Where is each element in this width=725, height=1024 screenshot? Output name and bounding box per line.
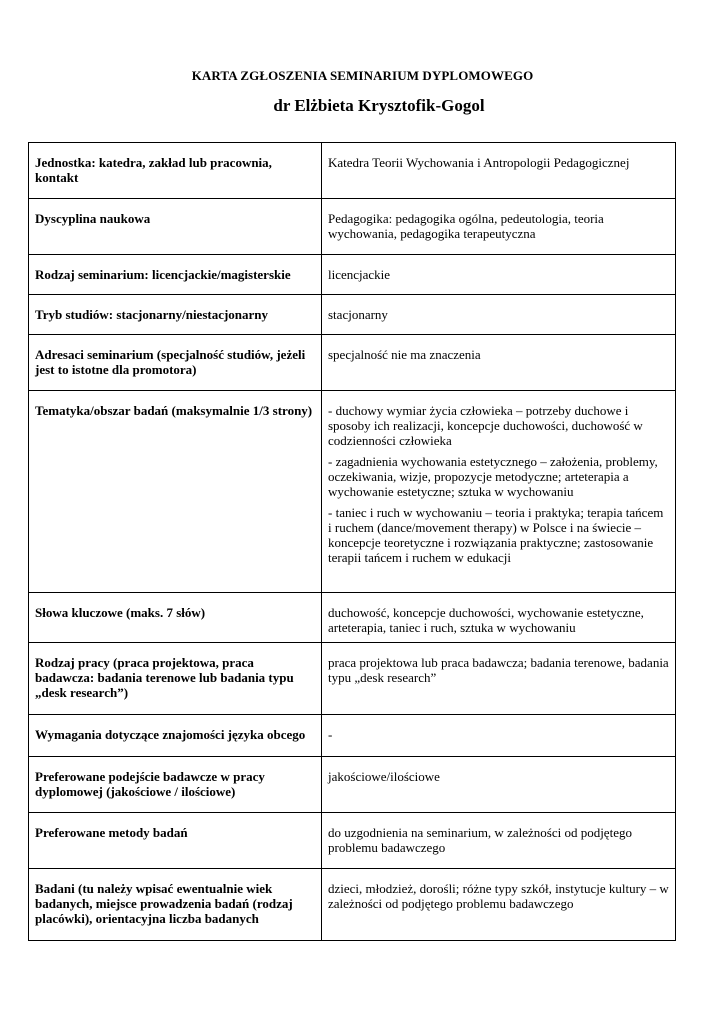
row-value (322, 295, 676, 335)
value-text: - zagadnienia wychowania estetycznego – założenia, problemy, oczekiwania, wizje, propozycje metodyczne; arteterapia a wychowanie estetyczne; sztuka w wychowaniu (328, 454, 658, 499)
row-value (322, 391, 676, 593)
value-text: Katedra Teorii Wychowania i Antropologii Pedagogicznej (328, 155, 630, 170)
seminar-card-table (28, 142, 676, 941)
row-value (322, 593, 676, 643)
row-label: Badani (tu należy wpisać ewentualnie wiek badanych, miejsce prowadzenia badań (rodzaj placówki), orientacyjna liczba badanych (29, 869, 322, 941)
document-title: KARTA ZGŁOSZENIA SEMINARIUM DYPLOMOWEGO (191, 68, 534, 83)
table-row (29, 813, 676, 869)
value-text: praca projektowa lub praca badawcza; badania terenowe, badania typu „desk research” (328, 655, 669, 685)
row-label: Dyscyplina naukowa (29, 199, 322, 255)
row-label: Słowa kluczowe (maks. 7 słów) (29, 593, 322, 643)
row-value (322, 869, 676, 941)
row-value (322, 757, 676, 813)
value-text: jakościowe/ilościowe (328, 769, 440, 784)
row-value (322, 813, 676, 869)
table-row (29, 295, 676, 335)
value-text: Pedagogika: pedagogika ogólna, pedeutologia, teoria wychowania, pedagogika terapeutyczna (328, 211, 604, 241)
value-text: specjalność nie ma znaczenia (328, 347, 481, 362)
table-row (29, 391, 676, 593)
row-label: Jednostka: katedra, zakład lub pracownia, kontakt (29, 143, 322, 199)
supervisor-name: dr Elżbieta Krysztofik-Gogol (273, 96, 485, 115)
row-value (322, 255, 676, 295)
row-value (322, 143, 676, 199)
table-row (29, 199, 676, 255)
row-label: Wymagania dotyczące znajomości języka obcego (29, 715, 322, 757)
row-label: Tematyka/obszar badań (maksymalnie 1/3 strony) (29, 391, 322, 593)
row-value (322, 335, 676, 391)
table-row (29, 643, 676, 715)
row-label: Rodzaj pracy (praca projektowa, praca badawcza: badania terenowe lub badania typu „desk research”) (29, 643, 322, 715)
table-row (29, 335, 676, 391)
table-row (29, 255, 676, 295)
value-text: - duchowy wymiar życia człowieka – potrzeby duchowe i sposoby ich realizacji, koncepcje duchowości, duchowość w codzienności człowieka (328, 403, 643, 448)
row-value (322, 643, 676, 715)
value-text: stacjonarny (328, 307, 388, 322)
table-row (29, 715, 676, 757)
table-row (29, 757, 676, 813)
table-row (29, 869, 676, 941)
table-row (29, 593, 676, 643)
row-label: Preferowane podejście badawcze w pracy dyplomowej (jakościowe / ilościowe) (29, 757, 322, 813)
row-label: Preferowane metody badań (29, 813, 322, 869)
value-text: licencjackie (328, 267, 391, 282)
row-label: Tryb studiów: stacjonarny/niestacjonarny (29, 295, 322, 335)
value-text: dzieci, młodzież, dorośli; różne typy szkół, instytucje kultury – w zależności od podjętego problemu badawczego (328, 881, 669, 911)
value-text: duchowość, koncepcje duchowości, wychowanie estetyczne, arteterapia, taniec i ruch, sztuka w wychowaniu (328, 605, 644, 635)
table-row (29, 143, 676, 199)
row-value (322, 199, 676, 255)
row-label: Rodzaj seminarium: licencjackie/magisterskie (29, 255, 322, 295)
value-text: - (328, 727, 333, 742)
row-value (322, 715, 676, 757)
value-text: - taniec i ruch w wychowaniu – teoria i praktyka; terapia tańcem i ruchem (dance/movement therapy) w Polsce i na świecie – koncepcje teoretyczne i rozwiązania praktyczne; zastosowanie terapii tańcem i ruchem w edukacji (328, 505, 664, 565)
row-label: Adresaci seminarium (specjalność studiów, jeżeli jest to istotne dla promotora) (29, 335, 322, 391)
value-text: do uzgodnienia na seminarium, w zależności od podjętego problemu badawczego (328, 825, 632, 855)
